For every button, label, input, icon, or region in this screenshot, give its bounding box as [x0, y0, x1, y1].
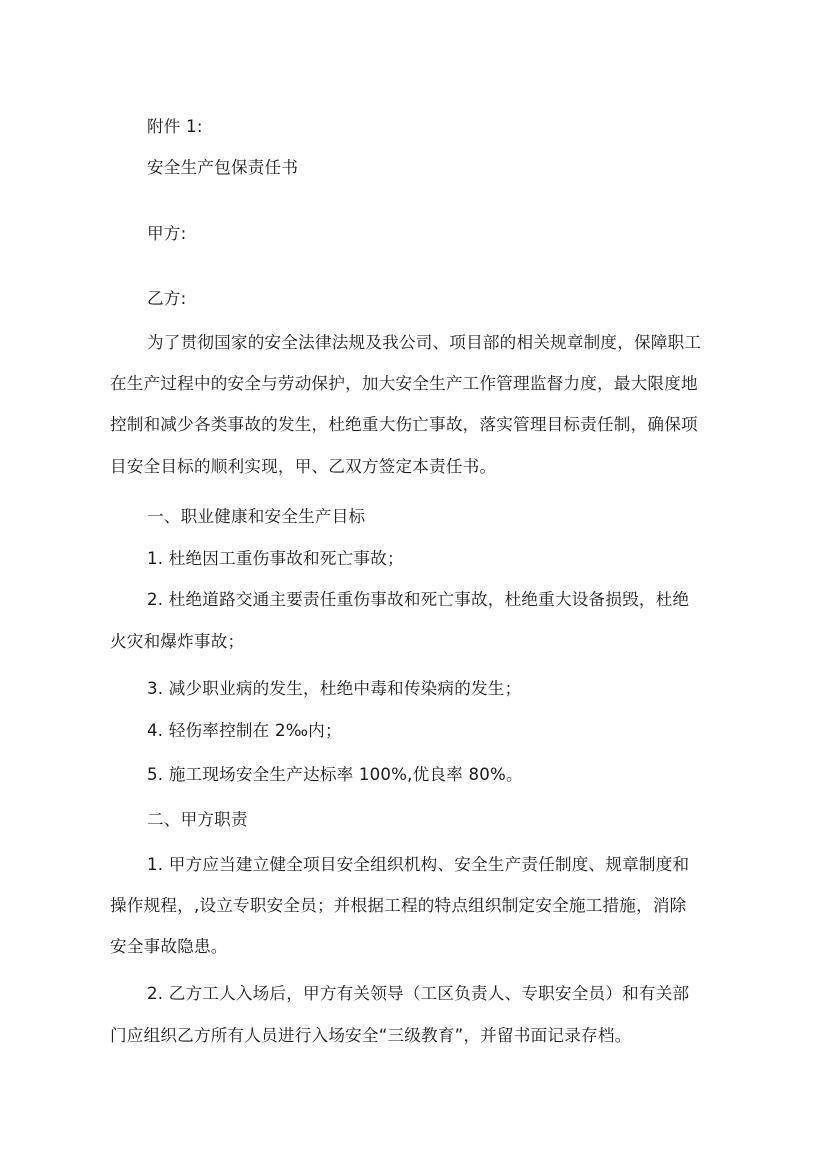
intro-line: 在生产过程中的安全与劳动保护，加大安全生产工作管理监督力度，最大限度地 [110, 374, 698, 393]
section1-item-cont: 火灾和爆炸事故； [110, 632, 245, 651]
section1-item: 2. 杜绝道路交通主要责任重伤事故和死亡事故，杜绝重大设备损毁，杜绝 [147, 590, 690, 609]
section1-item: 3. 减少职业病的发生，杜绝中毒和传染病的发生； [147, 679, 522, 698]
section1-item: 4. 轻伤率控制在 2‰内； [147, 721, 342, 740]
party-b-label: 乙方: [147, 289, 187, 308]
section2-item-cont: 门应组织乙方所有人员进行入场安全“三级教育”，并留书面记录存档。 [110, 1026, 632, 1045]
section2-item-cont: 操作规程，,设立专职安全员；并根据工程的特点组织制定安全施工措施，消除 [110, 896, 687, 915]
attachment-label: 附件 1: [147, 117, 203, 136]
intro-line: 目安全目标的顺利实现，甲、乙双方签定本责任书。 [110, 457, 497, 476]
section2-heading: 二、甲方职责 [147, 810, 248, 829]
intro-line: 为了贯彻国家的安全法律法规及我公司、项目部的相关规章制度，保障职工 [147, 333, 702, 352]
party-a-label: 甲方: [147, 224, 187, 243]
document-title: 安全生产包保责任书 [147, 158, 299, 177]
section1-item: 5. 施工现场安全生产达标率 100%,优良率 80%。 [147, 765, 523, 784]
intro-line: 控制和减少各类事故的发生，杜绝重大伤亡事故，落实管理目标责任制，确保项 [110, 415, 698, 434]
section2-item: 2. 乙方工人入场后，甲方有关领导（工区负责人、专职安全员）和有关部 [147, 984, 690, 1003]
section2-item: 1. 甲方应当建立健全项目安全组织机构、安全生产责任制度、规章制度和 [147, 855, 690, 874]
section2-item-cont: 安全事故隐患。 [110, 937, 228, 956]
section1-item: 1. 杜绝因工重伤事故和死亡事故； [147, 549, 404, 568]
section1-heading: 一、职业健康和安全生产目标 [147, 507, 366, 526]
